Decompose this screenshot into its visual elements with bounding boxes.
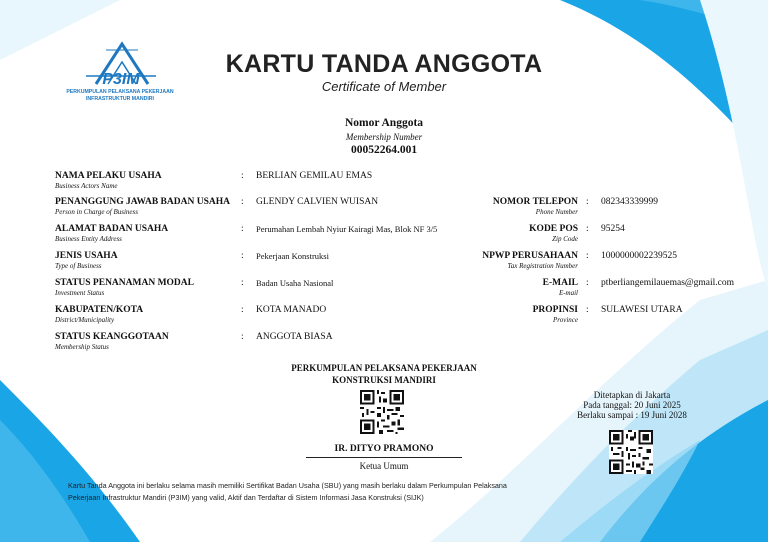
field-value-email: ptberliangemilauemas@gmail.com xyxy=(601,278,734,288)
field-address xyxy=(55,224,168,244)
field-label: PENANGGUNG JAWAB BADAN USAHA xyxy=(55,197,230,207)
field-label: PROPINSI xyxy=(532,305,578,315)
field-sublabel: Investment Status xyxy=(55,289,105,297)
field-value-phone: 082343339999 xyxy=(601,197,658,207)
colon: : xyxy=(241,197,244,207)
field-business-type xyxy=(55,251,118,271)
colon: : xyxy=(586,278,589,288)
field-sublabel: Person in Charge of Business xyxy=(55,208,138,216)
field-sublabel: Membership Status xyxy=(55,343,109,351)
field-email xyxy=(543,278,578,298)
issue-place: Ditetapkan di Jakarta xyxy=(593,390,671,400)
field-label: E-MAIL xyxy=(542,278,578,288)
field-label: NOMOR TELEPON xyxy=(492,197,578,207)
signer-role: Ketua Umum xyxy=(359,461,409,471)
footer-note xyxy=(68,480,568,504)
field-label: STATUS PENANAMAN MODAL xyxy=(55,278,194,288)
field-value-membership-status: ANGGOTA BIASA xyxy=(256,332,333,342)
field-value-npwp: 1000000002239525 xyxy=(601,251,677,261)
field-phone xyxy=(493,197,578,217)
field-value-province: SULAWESI UTARA xyxy=(601,305,683,315)
field-label: KODE POS xyxy=(529,224,578,234)
qr-code-icon xyxy=(360,390,404,434)
organization-name xyxy=(0,362,768,386)
membership-number-sublabel: Membership Number xyxy=(345,132,423,142)
colon: : xyxy=(241,305,244,315)
field-investment-status xyxy=(55,278,194,298)
colon: : xyxy=(586,224,589,234)
field-label: JENIS USAHA xyxy=(55,251,118,261)
colon: : xyxy=(241,251,244,261)
issue-info xyxy=(548,390,716,420)
colon: : xyxy=(241,171,244,181)
field-value-business-type: Pekerjaan Konstruksi xyxy=(256,251,329,261)
field-label: NAMA PELAKU USAHA xyxy=(55,171,162,181)
field-sublabel: Province xyxy=(552,316,578,324)
field-sublabel: Zip Code xyxy=(552,235,578,243)
field-sublabel: Business Entity Address xyxy=(55,235,122,243)
field-value-business-name: BERLIAN GEMILAU EMAS xyxy=(256,171,373,181)
field-sublabel: Business Actors Name xyxy=(55,182,118,190)
logo-text: P3IM xyxy=(102,71,140,88)
field-label: KABUPATEN/KOTA xyxy=(55,305,144,315)
footer-line2: Pekerjaan Infrastruktur Mandiri (P3IM) yang valid, Aktif dan Terdaftar di Sistem Informasi Jasa Konstruksi (SIJK) xyxy=(68,493,424,502)
field-value-person-in-charge: GLENDY CALVIEN WUISAN xyxy=(256,197,379,207)
colon: : xyxy=(586,251,589,261)
valid-until: Berlaku sampai : 19 Juni 2028 xyxy=(577,410,687,420)
field-district xyxy=(55,305,143,325)
field-value-district: KOTA MANADO xyxy=(256,305,327,315)
field-sublabel: District/Municipality xyxy=(55,316,115,324)
field-value-address: Perumahan Lembah Nyiur Kairagi Mas, Blok NF 3/5 xyxy=(256,224,438,234)
field-label: STATUS KEANGGOTAAN xyxy=(55,332,169,342)
field-label: ALAMAT BADAN USAHA xyxy=(55,224,169,234)
field-sublabel: Type of Business xyxy=(55,262,102,270)
field-province xyxy=(533,305,578,325)
field-label: NPWP PERUSAHAAN xyxy=(482,251,578,261)
field-business-name xyxy=(55,171,162,191)
logo-subtitle-line2: INFRASTRUKTUR MANDIRI xyxy=(85,96,154,102)
colon: : xyxy=(241,224,244,234)
signer-name: IR. DITYO PRAMONO xyxy=(306,444,462,458)
qr-code-icon xyxy=(609,430,653,474)
issue-date: Pada tanggal: 20 Juni 2025 xyxy=(583,400,681,410)
colon: : xyxy=(586,305,589,315)
field-sublabel: Tax Registration Number xyxy=(507,262,578,270)
logo-subtitle-line1: PERKUMPULAN PELAKSANA PEKERJAAN xyxy=(66,89,174,95)
field-sublabel: Phone Number xyxy=(535,208,578,216)
colon: : xyxy=(586,197,589,207)
field-sublabel: E-mail xyxy=(558,289,578,297)
organization-line2: KONSTRUKSI MANDIRI xyxy=(332,375,436,385)
colon: : xyxy=(241,332,244,342)
colon: : xyxy=(241,278,244,288)
footer-line1: Kartu Tanda Anggota ini berlaku selama masih memiliki Sertifikat Badan Usaha (SBU) yang masih berlaku dalam Perkumpulan Pelaksana xyxy=(68,481,507,490)
page-subtitle: Certificate of Member xyxy=(321,79,447,94)
page-title: KARTU TANDA ANGGOTA xyxy=(225,50,543,78)
field-zip xyxy=(529,224,578,244)
field-value-investment-status: Badan Usaha Nasional xyxy=(256,278,334,288)
field-membership-status xyxy=(55,332,169,352)
membership-number-value: 00052264.001 xyxy=(350,144,418,156)
organization-line1: PERKUMPULAN PELAKSANA PEKERJAAN xyxy=(291,363,477,373)
field-person-in-charge xyxy=(55,197,230,217)
field-npwp xyxy=(482,251,578,271)
membership-number-label: Nomor Anggota xyxy=(344,117,424,129)
field-value-zip: 95254 xyxy=(601,224,625,234)
